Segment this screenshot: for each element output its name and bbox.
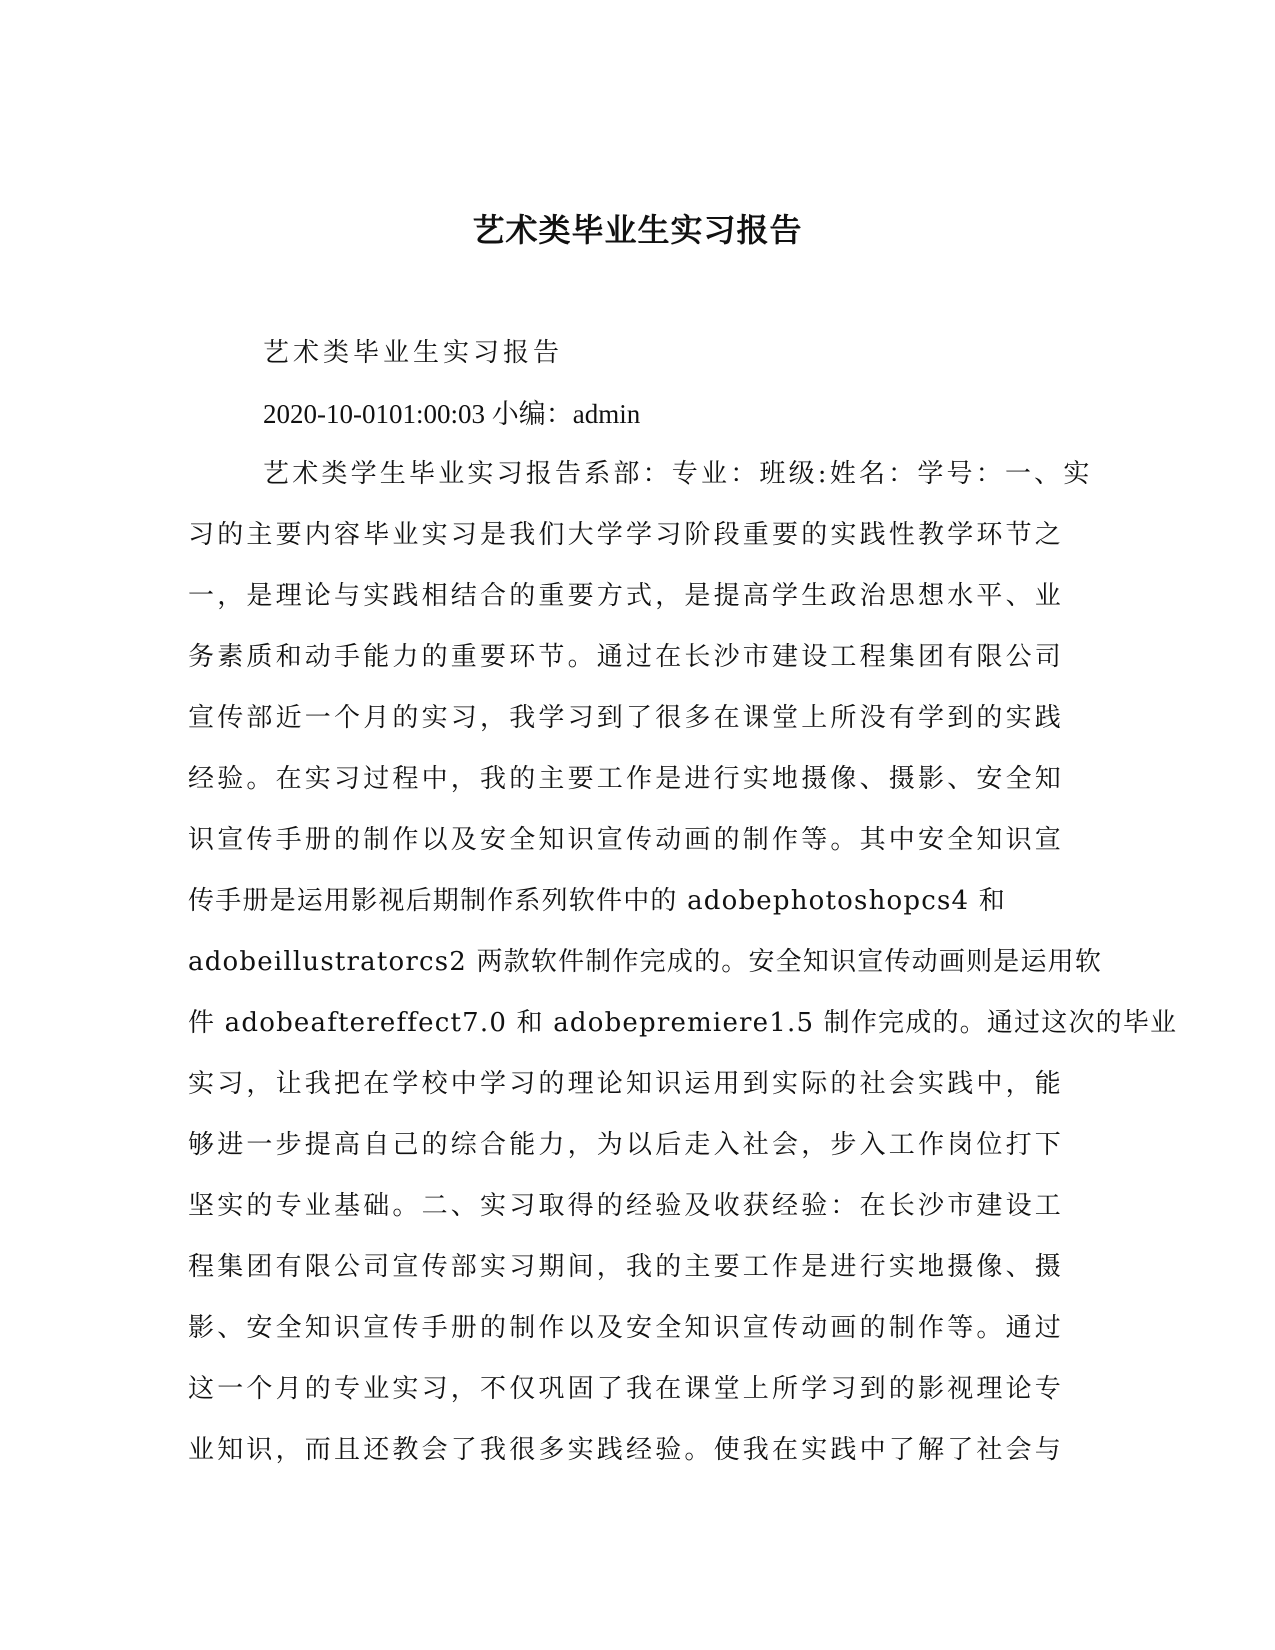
body-line: 宣传部近一个月的实习，我学习到了很多在课堂上所没有学到的实践: [188, 703, 1065, 733]
body-line: 件 adobeaftereffect7.0 和 adobepremiere1.5 制作完成的。通过这次的毕业: [188, 1008, 1178, 1038]
document-title: 艺术类毕业生实习报告: [472, 211, 803, 249]
body-line: 一，是理论与实践相结合的重要方式，是提高学生政治思想水平、业: [188, 581, 1065, 611]
body-line: 传手册是运用影视后期制作系列软件中的 adobephotoshopcs4 和: [188, 886, 1006, 916]
body-line: 识宣传手册的制作以及安全知识宣传动画的制作等。其中安全知识宣: [188, 825, 1065, 855]
body-line: 影、安全知识宣传手册的制作以及安全知识宣传动画的制作等。通过: [188, 1313, 1065, 1343]
body-line: 程集团有限公司宣传部实习期间，我的主要工作是进行实地摄像、摄: [188, 1252, 1065, 1282]
body-line: 这一个月的专业实习，不仅巩固了我在课堂上所学习到的影视理论专: [188, 1374, 1065, 1404]
body-line: 艺术类学生毕业实习报告系部：专业：班级:姓名：学号：一、实: [263, 459, 1093, 489]
body-line: 经验。在实习过程中，我的主要工作是进行实地摄像、摄影、安全知: [188, 764, 1065, 794]
body-line: 务素质和动手能力的重要环节。通过在长沙市建设工程集团有限公司: [188, 642, 1065, 672]
body-line: 业知识，而且还教会了我很多实践经验。使我在实践中了解了社会与: [188, 1435, 1065, 1465]
body-line: 实习，让我把在学校中学习的理论知识运用到实际的社会实践中，能: [188, 1069, 1065, 1099]
body-line: 习的主要内容毕业实习是我们大学学习阶段重要的实践性教学环节之: [188, 520, 1065, 550]
document-meta: 2020-10-0101:00:03 小编：admin: [263, 399, 641, 429]
body-line: 坚实的专业基础。二、实习取得的经验及收获经验：在长沙市建设工: [188, 1191, 1065, 1221]
body-line: adobeillustratorcs2 两款软件制作完成的。安全知识宣传动画则是运用软: [188, 947, 1103, 977]
document-subtitle: 艺术类毕业生实习报告: [263, 338, 564, 368]
body-line: 够进一步提高自己的综合能力，为以后走入社会，步入工作岗位打下: [188, 1130, 1065, 1160]
document-body: [188, 452, 1178, 1489]
